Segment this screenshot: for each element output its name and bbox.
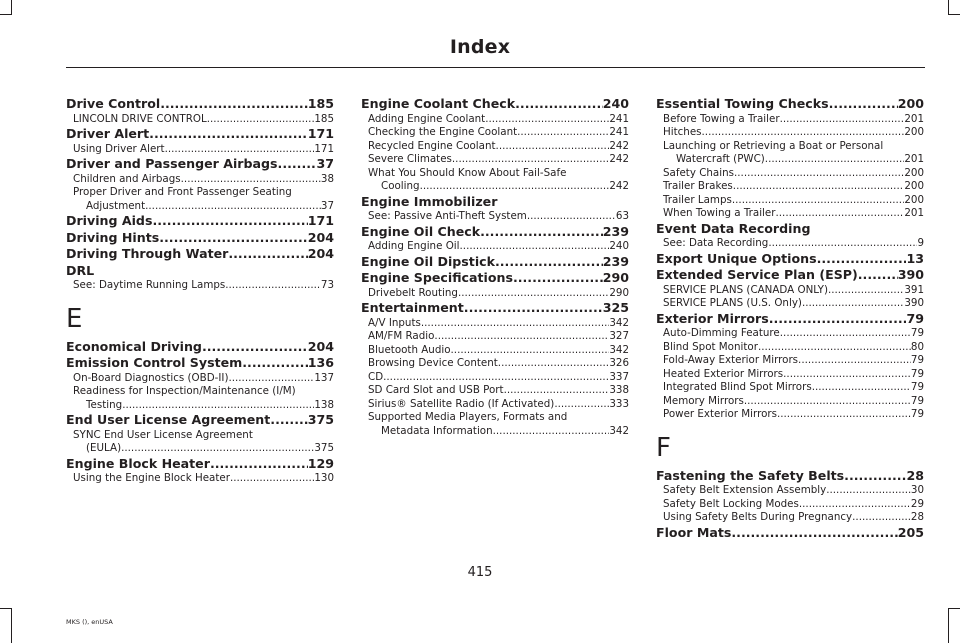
entry-label: Severe Climates xyxy=(368,153,452,165)
entry-label: Driver and Passenger Airbags xyxy=(66,156,278,171)
index-sub-entry xyxy=(656,368,924,382)
crop-mark xyxy=(948,14,960,15)
dot-leader xyxy=(202,339,308,356)
entry-page-number: 342 xyxy=(609,424,629,437)
entry-label: Readiness for Inspection/Maintenance (I/M) xyxy=(73,385,296,397)
entry-page-number: 200 xyxy=(904,126,924,138)
entry-label: Before Towing a Trailer xyxy=(663,112,780,125)
entry-page-number: 171 xyxy=(314,142,334,155)
entry-page-number: 375 xyxy=(314,442,334,454)
index-sub-entry xyxy=(656,194,924,208)
entry-page-number: 73 xyxy=(320,279,334,291)
dot-leader xyxy=(780,327,911,341)
entry-page-number: 242 xyxy=(609,139,629,152)
dot-leader xyxy=(702,126,905,140)
entry-page-number: 130 xyxy=(314,472,334,484)
index-sub-entry xyxy=(361,411,629,425)
dot-leader xyxy=(451,344,610,358)
entry-page-number: 29 xyxy=(910,497,924,510)
index-sub-entry-continued xyxy=(656,153,924,167)
entry-label: Bluetooth Audio xyxy=(368,343,451,356)
index-sub-entry xyxy=(66,143,334,157)
entry-page-number: 129 xyxy=(307,455,334,471)
entry-page-number: 200 xyxy=(904,166,924,179)
entry-label: Sirius® Satellite Radio (If Activated) xyxy=(368,397,555,410)
entry-label: Driving Through Water xyxy=(66,246,229,261)
entry-page-number: 204 xyxy=(307,338,334,354)
entry-label: CD xyxy=(368,370,384,383)
entry-label: Watercraft (PWC) xyxy=(676,153,765,165)
entry-label: (EULA) xyxy=(86,442,122,454)
dot-leader xyxy=(826,484,911,498)
entry-label: SYNC End User License Agreement xyxy=(73,428,253,441)
index-sub-entry xyxy=(361,167,629,181)
entry-label: Supported Media Players, Formats and xyxy=(368,411,568,423)
entry-label: What You Should Know About Fail-Safe xyxy=(368,166,567,179)
entry-label: Memory Mirrors xyxy=(663,394,744,407)
dot-leader xyxy=(496,140,610,154)
dot-leader xyxy=(420,180,610,194)
entry-page-number: 338 xyxy=(609,384,629,396)
entry-label: Driving Aids xyxy=(66,213,153,228)
entry-page-number: 200 xyxy=(904,193,924,206)
entry-label: LINCOLN DRIVE CONTROL xyxy=(73,112,207,125)
entry-page-number: 327 xyxy=(609,330,629,342)
index-sub-entry xyxy=(656,484,924,498)
index-sub-entry xyxy=(361,330,629,344)
index-main-entry xyxy=(66,339,334,356)
index-sub-entry xyxy=(361,344,629,358)
index-main-entry xyxy=(361,96,629,113)
entry-label: Safety Chains xyxy=(663,166,734,179)
dot-leader xyxy=(149,126,308,143)
index-sub-entry xyxy=(361,317,629,331)
crop-mark xyxy=(11,0,12,14)
entry-label: Emission Control System xyxy=(66,355,243,370)
index-sub-entry xyxy=(361,371,629,385)
index-sub-entry-continued xyxy=(66,442,334,456)
entry-page-number: 241 xyxy=(609,112,629,125)
entry-label: A/V Inputs xyxy=(368,316,421,329)
index-sub-entry xyxy=(66,385,334,399)
dot-leader xyxy=(777,408,911,422)
entry-label: Adding Engine Coolant xyxy=(368,112,486,125)
entry-page-number: 200 xyxy=(904,180,924,192)
index-sub-entry xyxy=(66,113,334,127)
index-main-entry xyxy=(656,311,924,328)
dot-leader xyxy=(858,267,898,284)
dot-leader xyxy=(152,213,307,230)
index-column-2 xyxy=(361,96,629,438)
entry-label: End User License Agreement xyxy=(66,412,271,427)
entry-page-number: 242 xyxy=(609,180,629,192)
index-sub-entry xyxy=(361,384,629,398)
entry-label: Blind Spot Monitor xyxy=(663,340,758,353)
entry-page-number: 30 xyxy=(910,484,924,496)
index-sub-entry xyxy=(66,472,334,486)
entry-page-number: 204 xyxy=(307,246,334,261)
entry-page-number: 390 xyxy=(897,267,924,282)
entry-page-number: 136 xyxy=(307,355,334,370)
index-sub-entry xyxy=(656,113,924,127)
index-main-entry xyxy=(66,126,334,143)
index-sub-entry xyxy=(656,140,924,154)
index-sub-entry xyxy=(66,173,334,187)
dot-leader xyxy=(780,113,905,127)
index-sub-entry xyxy=(361,126,629,140)
dot-leader xyxy=(464,300,603,317)
dot-leader xyxy=(844,468,906,485)
dot-leader xyxy=(485,113,609,127)
entry-label: Heated Exterior Mirrors xyxy=(663,367,784,380)
index-sub-entry xyxy=(656,180,924,194)
entry-label: See: Daytime Running Lamps xyxy=(73,279,226,291)
entry-label: Checking the Engine Coolant xyxy=(368,126,518,138)
entry-page-number: 137 xyxy=(314,371,334,384)
entry-page-number: 28 xyxy=(910,511,924,523)
entry-label: Engine Specifications xyxy=(361,270,513,285)
entry-page-number: 240 xyxy=(602,96,629,111)
entry-page-number: 79 xyxy=(910,354,924,366)
index-main-entry xyxy=(656,251,924,268)
entry-page-number: 38 xyxy=(320,172,334,185)
dot-leader xyxy=(733,180,905,194)
dot-leader xyxy=(802,297,904,311)
dot-leader xyxy=(734,167,904,181)
index-main-entry xyxy=(656,267,924,284)
index-main-entry xyxy=(656,221,924,238)
dot-leader xyxy=(452,153,609,167)
index-sub-entry xyxy=(656,408,924,422)
entry-page-number: 185 xyxy=(307,96,334,111)
index-sub-entry xyxy=(656,284,924,298)
dot-leader xyxy=(758,341,911,355)
entry-page-number: 375 xyxy=(307,412,334,427)
dot-leader xyxy=(515,96,603,113)
entry-page-number: 79 xyxy=(910,381,924,393)
index-sub-entry xyxy=(361,210,629,224)
entry-label: Engine Oil Check xyxy=(361,223,481,239)
entry-label: Proper Driver and Front Passenger Seating xyxy=(73,186,292,198)
entry-label: Fold-Away Exterior Mirrors xyxy=(663,354,799,366)
dot-leader xyxy=(383,371,609,385)
index-sub-entry xyxy=(361,113,629,127)
entry-page-number: 201 xyxy=(904,153,924,165)
index-sub-entry-continued xyxy=(66,200,334,214)
entry-page-number: 239 xyxy=(602,253,629,269)
entry-label: Testing xyxy=(86,398,123,411)
index-sub-entry xyxy=(656,167,924,181)
section-letter: F xyxy=(656,432,671,463)
dot-leader xyxy=(828,284,904,298)
entry-label: Power Exterior Mirrors xyxy=(663,408,777,420)
entry-label: Engine Block Heater xyxy=(66,455,210,471)
entry-label: Safety Belt Extension Assembly xyxy=(663,484,827,496)
index-sub-entry xyxy=(66,372,334,386)
dot-leader xyxy=(798,354,911,368)
entry-page-number: 290 xyxy=(602,270,629,285)
entry-label: Trailer Brakes xyxy=(663,180,733,192)
entry-label: Drivebelt Routing xyxy=(368,286,458,299)
entry-label: Browsing Device Content xyxy=(368,357,498,369)
entry-label: Extended Service Plan (ESP) xyxy=(656,267,858,282)
entry-page-number: 204 xyxy=(307,229,334,245)
index-sub-entry xyxy=(656,237,924,251)
index-sub-entry-continued xyxy=(66,399,334,413)
entry-label: Driving Hints xyxy=(66,229,160,245)
index-main-entry xyxy=(66,156,334,173)
index-main-entry xyxy=(361,270,629,287)
entry-label: Driver Alert xyxy=(66,126,150,141)
crop-mark xyxy=(948,608,960,609)
entry-label: Drive Control xyxy=(66,96,161,111)
entry-label: Adjustment xyxy=(86,199,146,212)
index-sub-entry xyxy=(656,297,924,311)
dot-leader xyxy=(765,153,905,167)
entry-page-number: 326 xyxy=(609,357,629,369)
index-sub-entry xyxy=(361,140,629,154)
entry-page-number: 63 xyxy=(615,210,629,222)
index-sub-entry xyxy=(656,498,924,512)
dot-leader xyxy=(207,113,315,127)
index-sub-entry xyxy=(66,186,334,200)
index-main-entry xyxy=(66,263,334,280)
dot-leader xyxy=(731,525,897,542)
entry-label: Integrated Blind Spot Mirrors xyxy=(663,381,812,393)
entry-label: SD Card Slot and USB Port xyxy=(368,384,504,396)
dot-leader xyxy=(517,126,609,140)
dot-leader xyxy=(769,311,907,328)
entry-label: AM/FM Radio xyxy=(368,330,435,342)
entry-page-number: 342 xyxy=(609,316,629,329)
dot-leader xyxy=(812,381,911,395)
index-main-entry xyxy=(656,525,924,542)
dot-leader xyxy=(228,372,314,386)
index-sub-entry xyxy=(656,354,924,368)
index-column-3 xyxy=(656,96,924,541)
entry-label: Fastening the Safety Belts xyxy=(656,467,845,483)
index-column-1 xyxy=(66,96,334,486)
entry-page-number: 171 xyxy=(307,126,334,141)
dot-leader xyxy=(230,472,314,486)
entry-label: Using Safety Belts During Pregnancy xyxy=(663,511,853,523)
dot-leader xyxy=(768,237,917,251)
page-title: Index xyxy=(449,36,511,58)
index-sub-entry xyxy=(656,341,924,355)
entry-label: Engine Coolant Check xyxy=(361,96,516,111)
entry-label: Event Data Recording xyxy=(656,220,811,236)
entry-label: Engine Oil Dipstick xyxy=(361,253,495,269)
index-sub-entry xyxy=(361,240,629,254)
dot-leader xyxy=(783,368,911,382)
entry-label: SERVICE PLANS (CANADA ONLY) xyxy=(663,283,828,296)
dot-leader xyxy=(242,355,307,372)
page-number: 415 xyxy=(467,565,493,580)
entry-page-number: 201 xyxy=(904,207,924,219)
index-sub-entry xyxy=(66,429,334,443)
dot-leader xyxy=(278,156,317,173)
entry-page-number: 79 xyxy=(910,367,924,380)
entry-page-number: 242 xyxy=(609,153,629,165)
entry-page-number: 290 xyxy=(609,286,629,299)
dot-leader xyxy=(829,96,898,113)
index-main-entry xyxy=(66,230,334,247)
entry-label: Children and Airbags xyxy=(73,172,181,185)
dot-leader xyxy=(145,200,321,214)
entry-page-number: 138 xyxy=(314,398,334,411)
entry-page-number: 185 xyxy=(314,112,334,125)
entry-page-number: 342 xyxy=(609,343,629,356)
dot-leader xyxy=(527,210,616,224)
entry-label: On-Board Diagnostics (OBD-II) xyxy=(73,371,229,384)
entry-label: Floor Mats xyxy=(656,524,732,540)
entry-page-number: 325 xyxy=(602,300,629,315)
dot-leader xyxy=(732,194,904,208)
entry-label: Using Driver Alert xyxy=(73,142,165,155)
index-main-entry xyxy=(361,224,629,241)
header-rule xyxy=(66,67,925,68)
entry-label: Metadata Information xyxy=(381,424,493,437)
entry-page-number: 37 xyxy=(320,199,334,212)
entry-page-number: 79 xyxy=(910,408,924,420)
index-main-entry xyxy=(66,246,334,263)
index-main-entry xyxy=(656,468,924,485)
index-sub-entry xyxy=(361,357,629,371)
dot-leader xyxy=(121,442,314,456)
dot-leader xyxy=(225,279,321,293)
index-sub-entry xyxy=(656,327,924,341)
crop-mark xyxy=(0,608,12,609)
crop-mark xyxy=(948,608,949,643)
dot-leader xyxy=(122,399,314,413)
index-main-entry xyxy=(656,96,924,113)
index-sub-entry-continued xyxy=(361,425,629,439)
dot-leader xyxy=(270,412,307,429)
index-sub-entry xyxy=(66,279,334,293)
dot-leader xyxy=(817,251,907,268)
index-sub-entry xyxy=(656,511,924,525)
entry-label: Engine Immobilizer xyxy=(361,193,498,209)
index-main-entry xyxy=(66,213,334,230)
entry-page-number: 241 xyxy=(609,126,629,138)
dot-leader xyxy=(460,240,610,254)
entry-label: Safety Belt Locking Modes xyxy=(663,497,799,510)
entry-page-number: 9 xyxy=(917,237,924,249)
dot-leader xyxy=(434,330,609,344)
dot-leader xyxy=(513,270,603,287)
entry-page-number: 240 xyxy=(609,240,629,252)
dot-leader xyxy=(480,224,603,241)
entry-page-number: 337 xyxy=(609,370,629,383)
entry-label: See: Data Recording xyxy=(663,237,769,249)
entry-label: Export Unique Options xyxy=(656,250,817,266)
dot-leader xyxy=(799,498,911,512)
dot-leader xyxy=(421,317,609,331)
dot-leader xyxy=(776,207,905,221)
index-main-entry xyxy=(361,254,629,271)
entry-page-number: 391 xyxy=(904,283,924,296)
entry-label: Adding Engine Oil xyxy=(368,240,460,252)
crop-mark xyxy=(948,0,949,14)
dot-leader xyxy=(458,287,609,301)
crop-mark xyxy=(11,608,12,643)
entry-label: Economical Driving xyxy=(66,338,202,354)
index-sub-entry xyxy=(656,207,924,221)
dot-leader xyxy=(504,384,610,398)
entry-page-number: 333 xyxy=(609,397,629,410)
index-main-entry xyxy=(361,194,629,211)
entry-label: Using the Engine Block Heater xyxy=(73,472,230,484)
entry-label: Trailer Lamps xyxy=(663,193,732,206)
dot-leader xyxy=(744,395,911,409)
entry-label: Cooling xyxy=(381,180,420,192)
section-letter: E xyxy=(66,303,83,334)
entry-label: Auto-Dimming Feature xyxy=(663,327,780,339)
entry-page-number: 205 xyxy=(897,524,924,540)
entry-page-number: 200 xyxy=(897,96,924,111)
dot-leader xyxy=(498,357,610,371)
entry-label: Launching or Retrieving a Boat or Personal xyxy=(663,139,884,152)
entry-label: Recycled Engine Coolant xyxy=(368,139,496,152)
dot-leader xyxy=(228,246,307,263)
entry-label: Essential Towing Checks xyxy=(656,96,829,111)
entry-label: Hitches xyxy=(663,126,702,138)
index-sub-entry xyxy=(656,395,924,409)
dot-leader xyxy=(181,173,321,187)
entry-page-number: 80 xyxy=(910,340,924,353)
dot-leader xyxy=(493,425,610,439)
index-main-entry xyxy=(66,412,334,429)
entry-label: Entertainment xyxy=(361,300,464,315)
index-sub-entry-continued xyxy=(361,180,629,194)
dot-leader xyxy=(160,96,308,113)
footer-edition: MKS (), enUSA xyxy=(66,618,113,626)
dot-leader xyxy=(210,456,308,473)
entry-page-number: 239 xyxy=(602,223,629,239)
entry-label: SERVICE PLANS (U.S. Only) xyxy=(663,297,802,309)
entry-label: Exterior Mirrors xyxy=(656,310,769,326)
entry-page-number: 171 xyxy=(307,213,334,228)
crop-mark xyxy=(0,14,12,15)
index-main-entry xyxy=(66,96,334,113)
entry-page-number: 28 xyxy=(906,467,924,483)
entry-page-number: 13 xyxy=(906,250,924,266)
dot-leader xyxy=(554,398,609,412)
dot-leader xyxy=(495,254,603,271)
entry-label: DRL xyxy=(66,262,95,278)
index-main-entry xyxy=(66,355,334,372)
index-main-entry xyxy=(66,456,334,473)
index-main-entry xyxy=(361,300,629,317)
entry-label: See: Passive Anti-Theft System xyxy=(368,210,527,222)
dot-leader xyxy=(165,143,315,157)
entry-page-number: 79 xyxy=(910,327,924,339)
index-sub-entry xyxy=(361,398,629,412)
entry-page-number: 79 xyxy=(910,394,924,407)
index-sub-entry xyxy=(656,126,924,140)
entry-page-number: 37 xyxy=(316,156,334,171)
dot-leader xyxy=(852,511,911,525)
index-sub-entry xyxy=(361,287,629,301)
entry-page-number: 201 xyxy=(904,112,924,125)
entry-label: When Towing a Trailer xyxy=(663,207,776,219)
entry-page-number: 79 xyxy=(906,310,924,326)
index-sub-entry xyxy=(656,381,924,395)
entry-page-number: 390 xyxy=(904,297,924,309)
index-sub-entry xyxy=(361,153,629,167)
dot-leader xyxy=(159,230,307,247)
